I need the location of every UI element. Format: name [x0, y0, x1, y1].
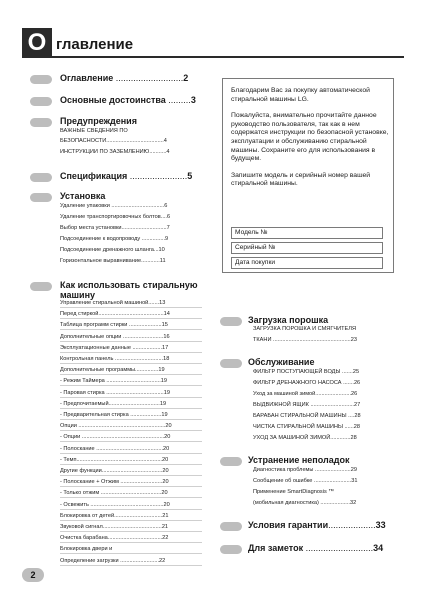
toc-entry[interactable]: - Полоскание + Отжим ...........................20: [60, 479, 202, 487]
toc-entry[interactable]: БЕЗОПАСНОСТИ.....................................4: [60, 138, 167, 144]
section-bullet: [220, 545, 242, 554]
toc-entry[interactable]: Другие функции.......................................20: [60, 468, 202, 476]
section-title: Как использовать стиральную: [60, 280, 198, 290]
toc-entry[interactable]: Подсоединение дренажного шланга...10: [60, 247, 165, 253]
toc-entry[interactable]: Дополнительные программы...............19: [60, 367, 202, 375]
section-bullet: [220, 317, 242, 326]
section-page: 3: [190, 95, 196, 105]
section-page: 5: [187, 171, 193, 181]
thanks-paragraph: Благодарим Вас за покупку автоматической стиральной машины LG.: [231, 87, 370, 103]
section-title: Обслуживание: [248, 357, 315, 367]
instructions-paragraph: Пожалуйста, внимательно прочитайте данное руководство пользователя, так как в нем содержатся инструкции по безопасной установке, эксплуатации и обслуживанию стиральной машины. Сохраните его для использования в будущем.: [231, 112, 389, 163]
toc-entry[interactable]: Выбор места установки.............................7: [60, 225, 170, 231]
toc-entry[interactable]: Опции ........................................................20: [60, 423, 202, 431]
toc-entry[interactable]: Блокировка двери и: [60, 546, 202, 554]
toc-entry[interactable]: ЗАГРУЗКА ПОРОШКА И СМЯГЧИТЕЛЯ: [253, 326, 356, 332]
toc-entry[interactable]: - Предварительная стирка ....................19: [60, 412, 202, 420]
toc-entry[interactable]: БАРАБАН СТИРАЛЬНОЙ МАШИНЫ ....28: [253, 413, 361, 419]
thank-you-box: [222, 78, 394, 273]
toc-entry[interactable]: ИНСТРУКЦИИ ПО ЗАЗЕМЛЕНИЮ...........4: [60, 149, 170, 155]
section-page: 34: [373, 543, 384, 553]
toc-section-usage-line2[interactable]: [60, 290, 95, 300]
section-leader: ...........................: [303, 543, 374, 553]
toc-section-detergent[interactable]: [248, 315, 328, 325]
toc-section-specs[interactable]: [60, 171, 192, 181]
section-page: 2: [183, 73, 189, 83]
page-number: 2: [22, 568, 44, 582]
section-bullet: [30, 193, 52, 202]
toc-entry[interactable]: Блокировка от детей...............................21: [60, 513, 202, 521]
toc-entry[interactable]: - Только отжим .......................................20: [60, 490, 202, 498]
toc-section-maintenance[interactable]: [248, 357, 314, 367]
section-title: Загрузка порошка: [248, 315, 329, 325]
toc-entry[interactable]: Эксплуатационные данные ...................17: [60, 345, 202, 353]
toc-entry[interactable]: Удаление упаковки ..................................6: [60, 203, 168, 209]
toc-entry[interactable]: - Полоскание ...........................................20: [60, 446, 202, 454]
toc-entry[interactable]: ТКАНИ ..................................................23: [253, 337, 357, 343]
toc-entry[interactable]: Диагностика проблемы .......................29: [253, 467, 357, 473]
toc-entry[interactable]: Подсоединение к водопроводу ...............9: [60, 236, 169, 242]
toc-entry[interactable]: Уход за машиной зимой.......................26: [253, 391, 358, 397]
section-bullet: [30, 97, 52, 106]
section-title: Условия гарантии: [248, 520, 329, 530]
thank-you-text: [231, 87, 391, 189]
toc-entry[interactable]: Горизонтальное выравнивание............11: [60, 258, 166, 264]
toc-entry[interactable]: ВЫДВИЖНОЙ ЯЩИК ............................27: [253, 402, 361, 408]
toc-section-usage[interactable]: [60, 280, 198, 290]
toc-entry[interactable]: ФИЛЬТР ДРЕНАЖНОГО НАСОСА .......26: [253, 380, 361, 386]
section-bullet: [30, 118, 52, 127]
section-leader: ...................: [328, 520, 376, 530]
toc-entry[interactable]: - Паровая стирка .....................................19: [60, 390, 202, 398]
toc-section-warranty[interactable]: [248, 520, 386, 530]
section-bullet: [220, 522, 242, 531]
model-number-field: Модель №: [231, 227, 383, 239]
toc-entry[interactable]: - Опции .....................................................20: [60, 434, 202, 442]
header-rule: [52, 56, 404, 58]
toc-entry[interactable]: Контрольная панель ...............................18: [60, 356, 202, 364]
toc-entry[interactable]: ВАЖНЫЕ СВЕДЕНИЯ ПО: [60, 128, 128, 134]
toc-entry[interactable]: Звуковой сигнал......................................21: [60, 524, 202, 532]
chapter-title: главление: [56, 36, 134, 53]
section-leader: .........: [165, 95, 191, 105]
section-bullet: [30, 282, 52, 291]
chapter-header: [22, 28, 404, 58]
toc-section-warnings[interactable]: [60, 116, 137, 126]
toc-entry[interactable]: Дополнительные опции ..........................16: [60, 334, 202, 342]
toc-entry[interactable]: - Темп.......................................................20: [60, 457, 202, 465]
section-title: Установка: [60, 191, 106, 201]
chapter-initial: О: [22, 28, 52, 58]
section-bullet: [30, 173, 52, 182]
toc-entry[interactable]: Таблица программ стирки .....................15: [60, 322, 202, 330]
toc-entry[interactable]: Сообщение об ошибке ........................31: [253, 478, 358, 484]
toc-section-installation[interactable]: [60, 191, 105, 201]
toc-entry[interactable]: Применение SmartDiagnosis ™: [253, 489, 334, 495]
toc-entry[interactable]: Управление стиральной машиной.......13: [60, 300, 202, 308]
section-title: Для заметок: [248, 543, 304, 553]
toc-entry[interactable]: УХОД ЗА МАШИНОЙ ЗИМОЙ.............28: [253, 435, 357, 441]
section-title-continued: машину: [60, 290, 96, 300]
section-bullet: [220, 457, 242, 466]
purchase-date-field: Дата покупки: [231, 257, 383, 269]
section-title: Устранение неполадок: [248, 455, 350, 465]
toc-section-notes[interactable]: [248, 543, 383, 553]
toc-section-troubleshooting[interactable]: [248, 455, 349, 465]
toc-entry[interactable]: (мобильная диагностика) ...................32: [253, 500, 357, 506]
toc-entry[interactable]: - Освежить ...............................................20: [60, 502, 202, 510]
serial-number-field: Серийный №: [231, 242, 383, 254]
section-leader: .......................: [127, 171, 188, 181]
section-title: Предупреждения: [60, 116, 137, 126]
section-title: Оглавление: [60, 73, 114, 83]
toc-entry[interactable]: ЧИСТКА СТИРАЛЬНОЙ МАШИНЫ ......28: [253, 424, 361, 430]
section-bullet: [30, 75, 52, 84]
section-bullet: [220, 359, 242, 368]
toc-section-features[interactable]: [60, 95, 196, 105]
toc-section-contents[interactable]: [60, 73, 188, 83]
toc-entry[interactable]: ФИЛЬТР ПОСТУПАЮЩЕЙ ВОДЫ .......25: [253, 369, 360, 375]
toc-entry[interactable]: - Режим Таймера ...................................19: [60, 378, 202, 386]
section-page: 33: [375, 520, 386, 530]
toc-entry[interactable]: - Предпочитаемый.................................19: [60, 401, 202, 409]
section-title: Спецификация: [60, 171, 128, 181]
toc-entry[interactable]: Перед стиркой..........................................14: [60, 311, 202, 319]
section-title: Основные достоинства: [60, 95, 166, 105]
toc-entry[interactable]: Определение загрузки .........................22: [60, 558, 202, 566]
toc-entry[interactable]: Очистка барабана...................................22: [60, 535, 202, 543]
section-leader: ...........................: [113, 73, 184, 83]
record-paragraph: Запишите модель и серийный номер вашей стиральной машины.: [231, 171, 371, 188]
toc-entry[interactable]: Удаление транспортировочных болтов....6: [60, 214, 171, 220]
